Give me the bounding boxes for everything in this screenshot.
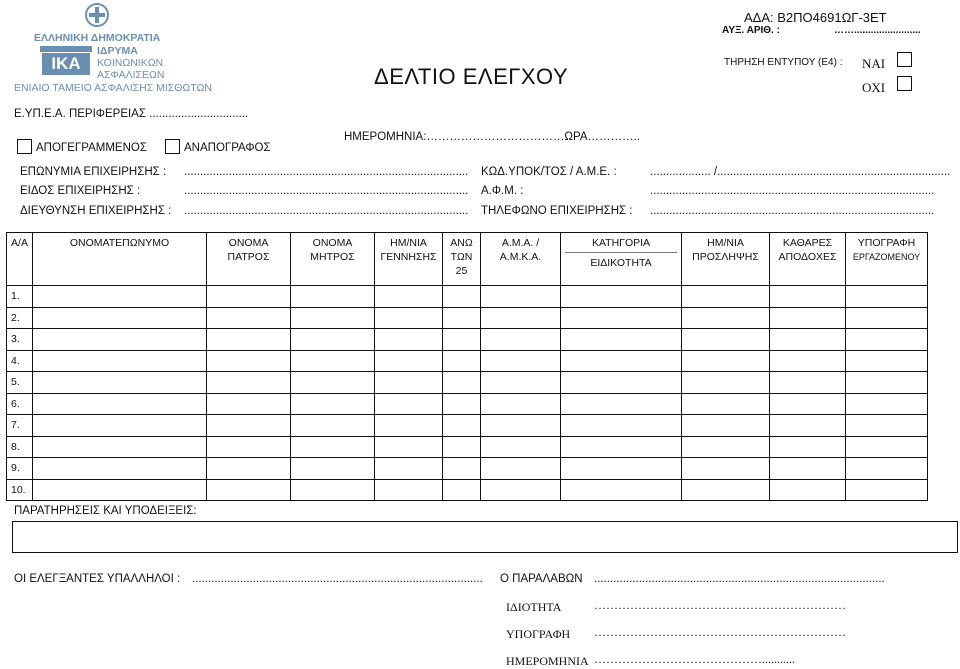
row-number: 5. (7, 372, 33, 394)
table-cell[interactable] (682, 286, 770, 308)
company-address-label: ΔΙΕΥΘΥΝΣΗ ΕΠΙΧΕΙΡΗΣΗΣ : (20, 205, 172, 217)
col-over25: ΑΝΩ ΤΩΝ 25 (443, 233, 481, 286)
table-cell[interactable] (561, 329, 682, 351)
table-cell[interactable] (33, 458, 207, 480)
table-cell[interactable] (846, 307, 928, 329)
table-cell[interactable] (682, 307, 770, 329)
table-cell[interactable] (443, 372, 481, 394)
table-cell[interactable] (291, 286, 375, 308)
table-row (7, 286, 928, 308)
phone-label: ΤΗΛΕΦΩΝΟ ΕΠΙΧΕΙΡΗΣΗΣ : (481, 205, 633, 217)
form-keep-label: ΤΗΡΗΣΗ ΕΝΤΥΠΟΥ (Ε4) : (724, 57, 843, 68)
yes-checkbox[interactable] (897, 52, 912, 67)
signature-label: ΥΠΟΓΡΑΦΗ (506, 627, 571, 641)
date-time-field[interactable]: ΗΜΕΡΟΜΗΝΙΑ:………………………………ΩΡΑ………….. (344, 131, 640, 143)
table-cell[interactable] (443, 307, 481, 329)
table-cell[interactable] (443, 436, 481, 458)
table-cell[interactable] (481, 393, 561, 415)
table-cell[interactable] (481, 458, 561, 480)
observations-field[interactable] (12, 521, 958, 553)
logo-line1: ΕΛΛΗΝΙΚΗ ΔΗΜΟΚΡΑΤΙΑ (34, 32, 161, 44)
no-checkbox[interactable] (897, 76, 912, 91)
table-cell[interactable] (682, 393, 770, 415)
table-cell[interactable] (561, 415, 682, 437)
table-cell[interactable] (846, 458, 928, 480)
table-cell[interactable] (561, 436, 682, 458)
row-number: 9. (7, 458, 33, 480)
row-number: 8. (7, 436, 33, 458)
table-cell[interactable] (443, 458, 481, 480)
table-cell[interactable] (207, 458, 291, 480)
table-row (7, 436, 928, 458)
table-cell[interactable] (291, 329, 375, 351)
table-cell[interactable] (846, 372, 928, 394)
ada-code: ΑΔΑ: Β2ΠΟ4691ΩΓ-3ΕΤ (744, 10, 887, 25)
table-cell[interactable] (33, 329, 207, 351)
table-cell[interactable] (481, 415, 561, 437)
col-category: ΚΑΤΗΓΟΡΙΑ ΕΙΔΙΚΟΤΗΤΑ (561, 233, 682, 286)
table-body (7, 286, 928, 501)
row-number: 3. (7, 329, 33, 351)
code-label: ΚΩΔ.ΥΠΟΚ/ΤΟΣ / Α.Μ.Ε. : (481, 166, 617, 178)
company-type-field[interactable]: ......................................................................................... (184, 185, 469, 197)
table-cell[interactable] (846, 393, 928, 415)
table-cell[interactable] (770, 286, 846, 308)
receiver-label: Ο ΠΑΡΑΛΑΒΩΝ (500, 573, 583, 585)
table-cell[interactable] (846, 479, 928, 501)
table-cell[interactable] (682, 415, 770, 437)
table-cell[interactable] (33, 415, 207, 437)
table-cell[interactable] (375, 415, 443, 437)
registered-checkbox[interactable] (17, 139, 32, 154)
col-name: ΟΝΟΜΑΤΕΠΩΝΥΜΟ (33, 233, 207, 286)
col-ama: Α.Μ.Α. / Α.Μ.Κ.Α. (481, 233, 561, 286)
table-cell[interactable] (375, 436, 443, 458)
table-cell[interactable] (481, 329, 561, 351)
table-cell[interactable] (561, 372, 682, 394)
table-cell[interactable] (375, 372, 443, 394)
table-cell[interactable] (770, 307, 846, 329)
logo-line3: ΚΟΙΝΩΝΙΚΩΝ (97, 57, 164, 69)
logo-line2: ΙΔΡΥΜΑ (97, 45, 138, 57)
code-field[interactable]: ................... /......................................................................... (650, 166, 951, 178)
table-cell[interactable] (375, 479, 443, 501)
table-cell[interactable] (770, 479, 846, 501)
table-cell[interactable] (291, 350, 375, 372)
table-cell[interactable] (770, 372, 846, 394)
page-title: ΔΕΛΤΙΟ ΕΛΕΓΧΟΥ (374, 64, 569, 89)
row-number: 7. (7, 415, 33, 437)
table-cell[interactable] (375, 286, 443, 308)
table-cell[interactable] (770, 393, 846, 415)
table-cell[interactable] (770, 329, 846, 351)
row-number: 4. (7, 350, 33, 372)
table-cell[interactable] (443, 329, 481, 351)
table-cell[interactable] (291, 307, 375, 329)
signature-field[interactable]: ……………………………………………………… (594, 625, 846, 639)
table-cell[interactable] (207, 436, 291, 458)
col-birth: ΗΜ/ΝΙΑ ΓΕΝΝΗΣΗΣ (375, 233, 443, 286)
yes-label: ΝΑΙ (862, 56, 886, 71)
table-row (7, 350, 928, 372)
table-cell[interactable] (443, 393, 481, 415)
table-cell[interactable] (443, 479, 481, 501)
table-header-row (7, 233, 928, 286)
table-cell[interactable] (33, 286, 207, 308)
table-row (7, 458, 928, 480)
table-cell[interactable] (682, 350, 770, 372)
table-cell[interactable] (561, 350, 682, 372)
table-cell[interactable] (291, 415, 375, 437)
table-cell[interactable] (207, 307, 291, 329)
col-aa: Α/Α (7, 233, 33, 286)
table-row (7, 329, 928, 351)
table-row (7, 307, 928, 329)
table-row (7, 415, 928, 437)
table-cell[interactable] (770, 415, 846, 437)
logo-subtitle: ΕΝΙΑΙΟ ΤΑΜΕΙΟ ΑΣΦΑΛΙΣΗΣ ΜΙΣΘΩΤΩΝ (14, 82, 212, 94)
employee-table (6, 232, 928, 501)
table-cell[interactable] (682, 479, 770, 501)
table-cell[interactable] (846, 350, 928, 372)
row-number: 6. (7, 393, 33, 415)
table-cell[interactable] (33, 479, 207, 501)
registered-label: ΑΠΟΓΕΓΡΑΜΜΕΝΟΣ (36, 142, 147, 154)
table-cell[interactable] (375, 307, 443, 329)
company-name-label: ΕΠΩΝΥΜΙΑ ΕΠΙΧΕΙΡΗΣΗΣ : (20, 166, 167, 178)
table-cell[interactable] (682, 458, 770, 480)
table-cell[interactable] (291, 479, 375, 501)
col-net-pay: ΚΑΘΑΡΕΣ ΑΠΟΔΟΧΕΣ (770, 233, 846, 286)
table-cell[interactable] (846, 329, 928, 351)
table-cell[interactable] (682, 329, 770, 351)
table-cell[interactable] (33, 350, 207, 372)
table-cell[interactable] (291, 393, 375, 415)
table-cell[interactable] (561, 393, 682, 415)
table-cell[interactable] (375, 350, 443, 372)
no-label: ΟΧΙ (862, 80, 886, 95)
phone-field[interactable]: ......................................................................................... (650, 205, 935, 217)
table-cell[interactable] (291, 372, 375, 394)
row-number: 2. (7, 307, 33, 329)
company-name-field[interactable]: ......................................................................................... (184, 166, 469, 178)
table-cell[interactable] (682, 436, 770, 458)
capacity-field[interactable]: ……………………………………………………… (594, 598, 846, 612)
table-cell[interactable] (207, 393, 291, 415)
table-cell[interactable] (207, 372, 291, 394)
table-cell[interactable] (561, 458, 682, 480)
afm-label: Α.Φ.Μ. : (481, 185, 524, 197)
inspectors-label: ΟΙ ΕΛΕΓΞΑΝΤΕΣ ΥΠΑΛΛΗΛΟΙ : (14, 573, 181, 585)
table-cell[interactable] (481, 350, 561, 372)
table-cell[interactable] (375, 458, 443, 480)
table-cell[interactable] (291, 458, 375, 480)
table-cell[interactable] (846, 415, 928, 437)
table-cell[interactable] (443, 415, 481, 437)
company-type-label: ΕΙΔΟΣ ΕΠΙΧΕΙΡΗΣΗΣ : (20, 185, 141, 197)
table-cell[interactable] (682, 372, 770, 394)
table-cell[interactable] (481, 436, 561, 458)
date-field[interactable]: ……………………………………........... (594, 652, 795, 666)
table-cell[interactable] (33, 307, 207, 329)
aux-arith-label: ΑΥΞ. ΑΡΙΘ. : (722, 25, 780, 36)
table-cell[interactable] (443, 350, 481, 372)
table-cell[interactable] (33, 436, 207, 458)
table-cell[interactable] (770, 458, 846, 480)
table-cell[interactable] (481, 479, 561, 501)
table-cell[interactable] (375, 393, 443, 415)
company-address-field[interactable]: ......................................................................................... (184, 205, 469, 217)
table-cell[interactable] (561, 286, 682, 308)
emblem-icon (84, 2, 110, 28)
inspectors-field[interactable]: ........................................................................................... (192, 573, 483, 585)
periphery-field[interactable]: Ε.ΥΠ.Ε.Α. ΠΕΡΙΦΕΡΕΙΑΣ ............................... (14, 108, 249, 120)
date-label: ΗΜΕΡΟΜΗΝΙΑ (506, 654, 589, 668)
row-number: 10. (7, 479, 33, 501)
unregistered-label: ΑΝΑΠΟΓΡΑΦΟΣ (184, 142, 271, 154)
table-cell[interactable] (481, 307, 561, 329)
capacity-label: ΙΔΙΟΤΗΤΑ (506, 600, 562, 614)
table-cell[interactable] (481, 286, 561, 308)
table-cell[interactable] (443, 286, 481, 308)
aux-arith-dots: ……........................ (834, 25, 921, 36)
logo-line4: ΑΣΦΑΛΙΣΕΩΝ (97, 69, 165, 81)
table-cell[interactable] (770, 350, 846, 372)
col-hire-date: ΗΜ/ΝΙΑ ΠΡΟΣΛΗΨΗΣ (682, 233, 770, 286)
table-row (7, 372, 928, 394)
table-cell[interactable] (561, 307, 682, 329)
ika-mark-text: IKA (42, 53, 90, 75)
table-cell[interactable] (846, 436, 928, 458)
observations-label: ΠΑΡΑΤΗΡΗΣΕΙΣ ΚΑΙ ΥΠΟΔΕΙΞΕΙΣ: (14, 505, 197, 517)
col-signature: ΥΠΟΓΡΑΦΗ ΕΡΓΑΖΟΜΕΝΟΥ (846, 233, 928, 286)
table-cell[interactable] (33, 393, 207, 415)
table-cell[interactable] (291, 436, 375, 458)
table-cell[interactable] (207, 479, 291, 501)
col-father: ΟΝΟΜΑ ΠΑΤΡΟΣ (207, 233, 291, 286)
table-row (7, 393, 928, 415)
table-cell[interactable] (375, 329, 443, 351)
table-cell[interactable] (481, 372, 561, 394)
table-cell[interactable] (207, 350, 291, 372)
row-number: 1. (7, 286, 33, 308)
table-cell[interactable] (561, 479, 682, 501)
afm-field[interactable]: ......................................................................................... (650, 185, 935, 197)
table-cell[interactable] (846, 286, 928, 308)
table-cell[interactable] (207, 415, 291, 437)
table-row (7, 479, 928, 501)
table-cell[interactable] (770, 436, 846, 458)
receiver-field[interactable]: ........................................................................................... (594, 573, 885, 585)
unregistered-checkbox[interactable] (165, 139, 180, 154)
table-cell[interactable] (207, 286, 291, 308)
table-cell[interactable] (207, 329, 291, 351)
col-mother: ΟΝΟΜΑ ΜΗΤΡΟΣ (291, 233, 375, 286)
table-cell[interactable] (33, 372, 207, 394)
